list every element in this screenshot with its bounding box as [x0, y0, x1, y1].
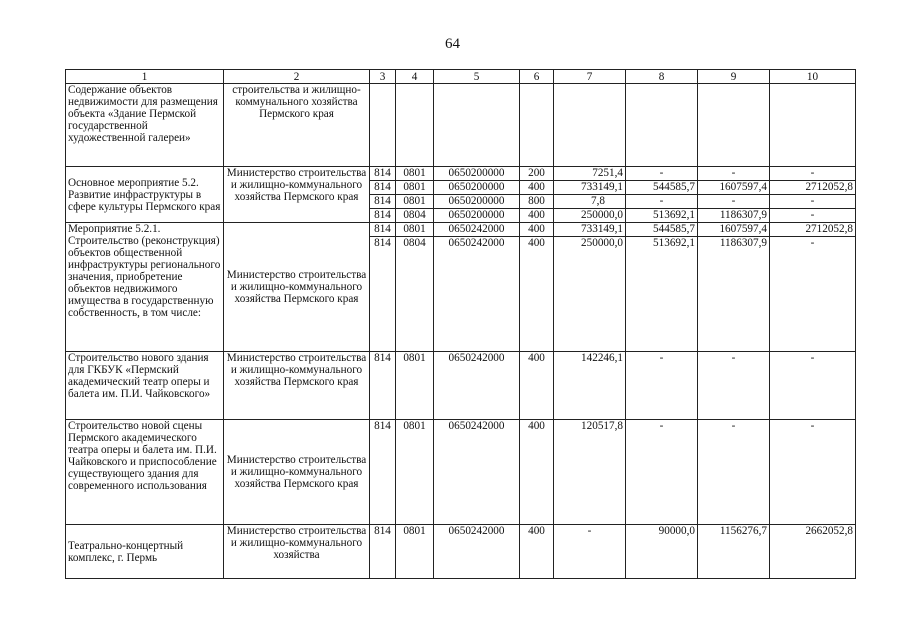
- cell-c7: 7,8: [554, 195, 626, 209]
- cell-c6: 400: [520, 352, 554, 420]
- table-row: [66, 525, 856, 579]
- cell-c3: 814: [370, 525, 396, 579]
- cell-c6: 400: [520, 223, 554, 237]
- row-org: Министерство строительства и жилищно-коммунального хозяйства Пермского края: [224, 223, 370, 352]
- cell-c9: -: [698, 420, 770, 525]
- cell-c3: 814: [370, 223, 396, 237]
- cell-c3: 814: [370, 181, 396, 195]
- cell-c5: 0650200000: [434, 209, 520, 223]
- budget-table: [65, 69, 856, 579]
- row-org: Министерство строительства и жилищно-коммунального хозяйства: [224, 525, 370, 579]
- cell-c7: 142246,1: [554, 352, 626, 420]
- cell-c8: 513692,1: [626, 209, 698, 223]
- cell-c9: -: [698, 195, 770, 209]
- cell-c8: 544585,7: [626, 223, 698, 237]
- cell-c4: 0804: [396, 209, 434, 223]
- cell-c10: 2662052,8: [770, 525, 856, 579]
- cell-c4: 0801: [396, 167, 434, 181]
- cell-c10: 2712052,8: [770, 223, 856, 237]
- header-cell: 4: [396, 70, 434, 84]
- row-name: Театрально-концертный комплекс, г. Пермь: [66, 525, 224, 579]
- header-cell: 7: [554, 70, 626, 84]
- cell-c5: 0650242000: [434, 237, 520, 352]
- cell-c6: 400: [520, 420, 554, 525]
- row-org: Министерство строительства и жилищно-коммунального хозяйства Пермского края: [224, 167, 370, 223]
- header-cell: 3: [370, 70, 396, 84]
- cell-c7: 120517,8: [554, 420, 626, 525]
- table-row: [66, 167, 856, 181]
- cell-c9: -: [698, 167, 770, 181]
- cell-c9: 1186307,9: [698, 209, 770, 223]
- cell-c10: -: [770, 352, 856, 420]
- cell-c9: 1186307,9: [698, 237, 770, 352]
- cell-c4: 0801: [396, 181, 434, 195]
- header-cell: 2: [224, 70, 370, 84]
- cell-c7: 250000,0: [554, 209, 626, 223]
- cell-c8: -: [626, 420, 698, 525]
- cell-c4: 0804: [396, 237, 434, 352]
- cell-c10: -: [770, 195, 856, 209]
- header-cell: 8: [626, 70, 698, 84]
- cell-c6: 400: [520, 237, 554, 352]
- cell-c7: 7251,4: [554, 167, 626, 181]
- cell-c5: 0650242000: [434, 352, 520, 420]
- cell-c3: 814: [370, 237, 396, 352]
- cell-c6: 400: [520, 209, 554, 223]
- cell-c9: 1607597,4: [698, 223, 770, 237]
- header-cell: 5: [434, 70, 520, 84]
- cell-c4: 0801: [396, 352, 434, 420]
- cell-c8: 90000,0: [626, 525, 698, 579]
- cell-c6: 400: [520, 525, 554, 579]
- cell-c3: 814: [370, 195, 396, 209]
- header-row: [66, 70, 856, 84]
- table-row: [66, 223, 856, 237]
- header-cell: 6: [520, 70, 554, 84]
- cell-c7: -: [554, 525, 626, 579]
- cell-c4: 0801: [396, 223, 434, 237]
- row-name: Строительство новой сцены Пермского академического театра оперы и балета им. П.И. Чайковского и приспособление существующего здания для современного использования: [66, 420, 224, 525]
- cell-c4: 0801: [396, 195, 434, 209]
- cell-c8: 544585,7: [626, 181, 698, 195]
- cell-c6: 200: [520, 167, 554, 181]
- cell-c10: -: [770, 420, 856, 525]
- row-name: Основное мероприятие 5.2. Развитие инфраструктуры в сфере культуры Пермского края: [66, 167, 224, 223]
- cell-c5: 0650200000: [434, 167, 520, 181]
- cell-c4: 0801: [396, 525, 434, 579]
- cell-c8: -: [626, 195, 698, 209]
- cell-c3: 814: [370, 352, 396, 420]
- cell-c7: 250000,0: [554, 237, 626, 352]
- cell-c3: 814: [370, 209, 396, 223]
- cell-c9: 1156276,7: [698, 525, 770, 579]
- cell-c5: 0650200000: [434, 181, 520, 195]
- cell-c5: 0650242000: [434, 420, 520, 525]
- cell-c8: -: [626, 167, 698, 181]
- cell-c9: 1607597,4: [698, 181, 770, 195]
- row-org: Министерство строительства и жилищно-коммунального хозяйства Пермского края: [224, 420, 370, 525]
- cell-c9: -: [698, 352, 770, 420]
- cell-c10: -: [770, 209, 856, 223]
- cell-c3: 814: [370, 420, 396, 525]
- header-cell: 9: [698, 70, 770, 84]
- row-name: Содержание объектов недвижимости для размещения объекта «Здание Пермской государственной художественной галереи»: [66, 84, 224, 167]
- row-name: Мероприятие 5.2.1. Строительство (реконструкция) объектов общественной инфраструктуры регионального значения, приобретение объектов недвижимого имущества в государственную собственность, в том числе:: [66, 223, 224, 352]
- cell-c10: -: [770, 167, 856, 181]
- cell-c5: 0650242000: [434, 223, 520, 237]
- header-cell: 10: [770, 70, 856, 84]
- row-name: Строительство нового здания для ГКБУК «Пермский академический театр оперы и балета им. П.И. Чайковского»: [66, 352, 224, 420]
- cell-c10: -: [770, 237, 856, 352]
- cell-c4: 0801: [396, 420, 434, 525]
- cell-c7: 733149,1: [554, 223, 626, 237]
- row-org: строительства и жилищно-коммунального хозяйства Пермского края: [224, 84, 370, 167]
- header-cell: 1: [66, 70, 224, 84]
- cell-c6: 800: [520, 195, 554, 209]
- table-row: [66, 352, 856, 420]
- cell-c5: 0650200000: [434, 195, 520, 209]
- cell-c5: 0650242000: [434, 525, 520, 579]
- cell-c6: 400: [520, 181, 554, 195]
- table-row: [66, 420, 856, 525]
- cell-c8: -: [626, 352, 698, 420]
- page-number: 64: [445, 36, 460, 52]
- cell-c7: 733149,1: [554, 181, 626, 195]
- row-org: Министерство строительства и жилищно-коммунального хозяйства Пермского края: [224, 352, 370, 420]
- cell-c10: 2712052,8: [770, 181, 856, 195]
- cell-c8: 513692,1: [626, 237, 698, 352]
- cell-c3: 814: [370, 167, 396, 181]
- table-row: [66, 84, 856, 167]
